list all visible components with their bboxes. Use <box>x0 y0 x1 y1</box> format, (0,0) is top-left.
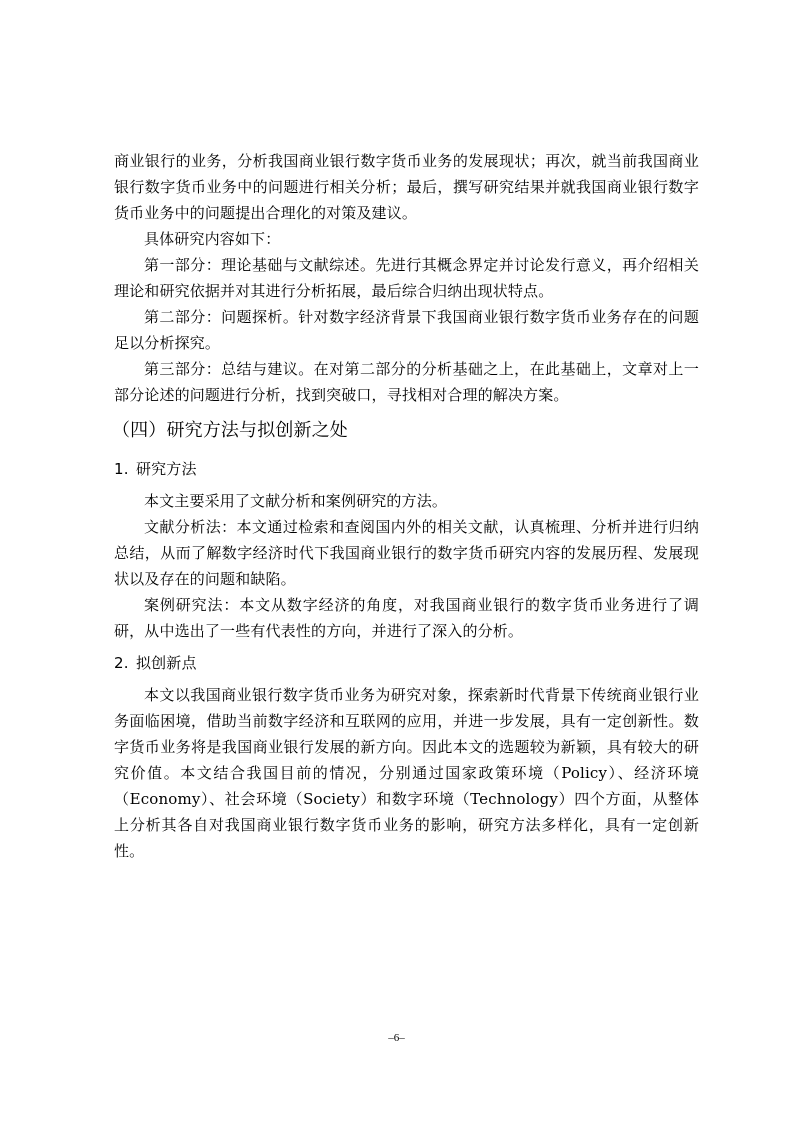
subsection-number: 2. <box>114 654 129 672</box>
body-paragraph: 文献分析法：本文通过检索和查阅国内外的相关文献，认真梳理、分析并进行归纳总结，从而了解数字经济时代下我国商业银行的数字货币研究内容的发展历程、发展现状以及存在的问题和缺陷。 <box>114 518 699 588</box>
subsection-title: 研究方法 <box>136 460 197 478</box>
page-number: –6– <box>388 1032 405 1044</box>
subsection-heading-methods <box>114 456 699 482</box>
subsection-title: 拟创新点 <box>136 654 197 672</box>
body-paragraph: 具体研究内容如下： <box>144 230 281 248</box>
body-paragraph: 本文主要采用了文献分析和案例研究的方法。 <box>144 492 448 510</box>
body-paragraph: 案例研究法：本文从数字经济的角度，对我国商业银行的数字货币业务进行了调研，从中选出了一些有代表性的方向，并进行了深入的分析。 <box>114 596 699 640</box>
body-paragraph: 第二部分：问题探析。针对数字经济背景下我国商业银行数字货币业务存在的问题足以分析探究。 <box>114 308 699 352</box>
subsection-heading-innovation <box>114 650 699 676</box>
subsection-number: 1. <box>114 460 129 478</box>
section-heading: （四）研究方法与拟创新之处 <box>112 420 348 441</box>
body-paragraph: 商业银行的业务，分析我国商业银行数字货币业务的发展现状；再次，就当前我国商业银行数字货币业务中的问题进行相关分析；最后，撰写研究结果并就我国商业银行数字货币业务中的问题提出合理化的对策及建议。 <box>114 152 699 222</box>
body-paragraph: 第一部分：理论基础与文献综述。先进行其概念界定并讨论发行意义，再介绍相关理论和研究依据并对其进行分析拓展，最后综合归纳出现状特点。 <box>114 256 699 300</box>
body-paragraph: 本文以我国商业银行数字货币业务为研究对象，探索新时代背景下传统商业银行业务面临困境，借助当前数字经济和互联网的应用，并进一步发展，具有一定创新性。数字货币业务将是我国商业银行发展的新方向。因此本文的选题较为新颖，具有较大的研究价值。本文结合我国目前的情况，分别通过国家政策环境（Policy）、经济环境（Economy）、社会环境（Society）和数字环境（Technology）四个方面，从整体上分析其各自对我国商业银行数字货币业务的影响，研究方法多样化，具有一定创新性。 <box>114 686 699 860</box>
body-paragraph: 第三部分：总结与建议。在对第二部分的分析基础之上，在此基础上，文章对上一部分论述的问题进行分析，找到突破口，寻找相对合理的解决方案。 <box>114 360 699 404</box>
